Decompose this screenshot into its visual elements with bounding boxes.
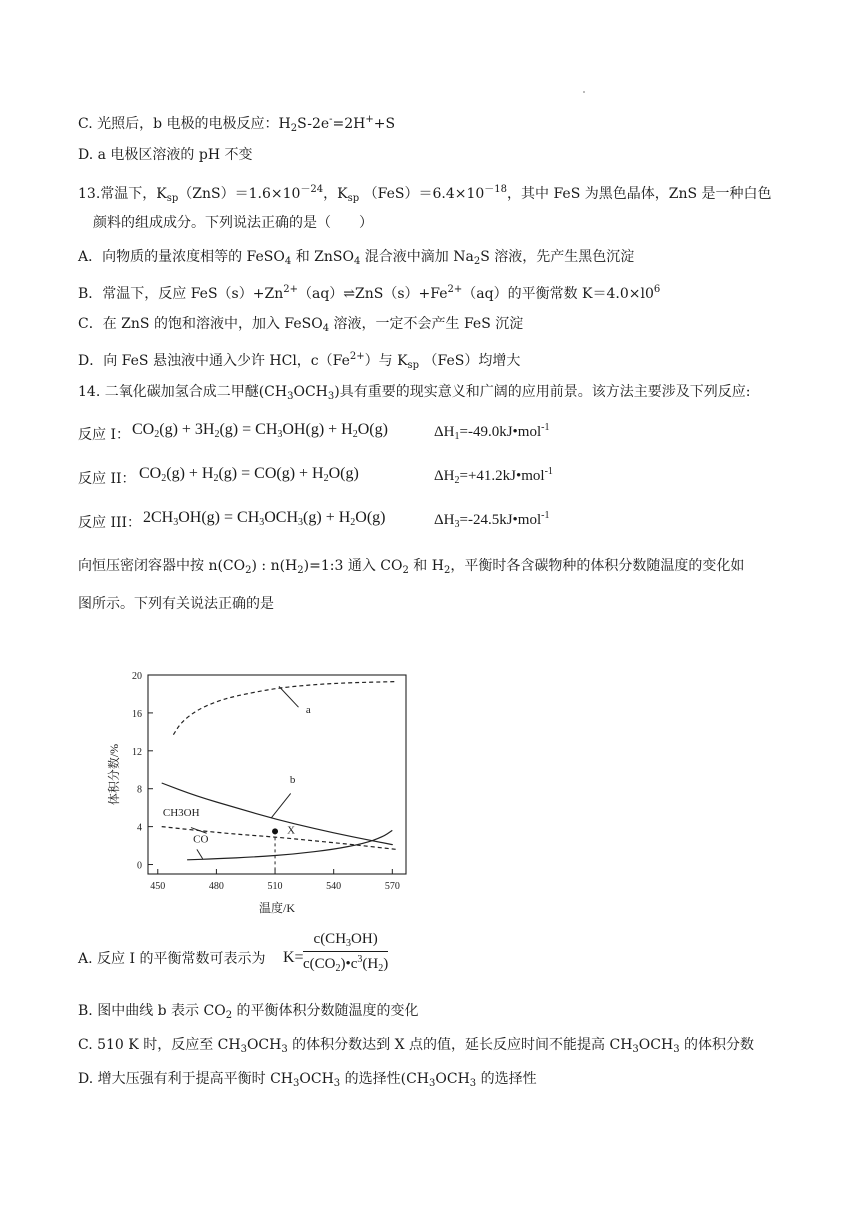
plot-frame bbox=[148, 675, 406, 874]
reaction-1-enthalpy: $\Delta H_1=-49.0kJ•mol^{-1}$ bbox=[434, 422, 550, 442]
question-14-intro: 14. 二氧化碳加氢合成二甲醚$(CH_3OCH_3)$具有重要的现实意义和广阔的应用前景。该方法主要涉及下列反应: bbox=[78, 384, 751, 402]
option-d-q14: D. 增大压强有利于提高平衡时 $CH_3OCH_3$ 的选择性($CH_3OCH_3$ 的选择性 bbox=[78, 1071, 537, 1089]
reaction-3-equation: $2CH_3OH(g) = CH_3OCH_3(g) + H_2O(g)$ bbox=[143, 509, 386, 528]
callout-line-co bbox=[197, 849, 203, 858]
option-c-q14: C. 510 K 时，反应至 $CH_3OCH_3$ 的体积分数达到 X 点的值，延长反应时间不能提高 $CH_3OCH_3$ 的体积分数 bbox=[78, 1037, 755, 1055]
option-a-k-label: K= bbox=[283, 949, 304, 966]
x-axis-label: 温度/K bbox=[258, 901, 296, 915]
option-d-q12: D. a 电极区溶液的 pH 不变 bbox=[78, 147, 253, 163]
x-tick-label: 480 bbox=[208, 881, 224, 892]
y-tick-label: 16 bbox=[132, 708, 142, 720]
callout-line-b bbox=[271, 793, 291, 818]
callout-line-a bbox=[279, 686, 299, 707]
fraction-denominator: $c(CO_2)•c^3(H_2)$ bbox=[303, 954, 389, 974]
y-tick-label: 0 bbox=[137, 860, 142, 872]
x-tick-label: 450 bbox=[150, 881, 166, 892]
condition-line1: 向恒压密闭容器中按 $n(CO_2)$ : $n(H_2)=1:3$ 通入 $CO_2$ 和 $H_2$，平衡时各含碳物种的体积分数随温度的变化如 bbox=[78, 558, 745, 576]
point-x-marker bbox=[272, 828, 278, 834]
callout-line-ch3oh bbox=[191, 828, 207, 834]
option-b-q14: B. 图中曲线 b 表示 $CO_2$ 的平衡体积分数随温度的变化 bbox=[78, 1003, 419, 1021]
x-tick-label: 540 bbox=[326, 881, 342, 892]
series-label-co: CO bbox=[193, 833, 209, 846]
reaction-3-enthalpy: $\Delta H_3=-24.5kJ•mol^{-1}$ bbox=[434, 510, 550, 530]
volume-fraction-chart bbox=[100, 663, 420, 928]
reaction-2-equation: $CO_2(g) + H_2(g) = CO(g) + H_2O(g)$ bbox=[139, 465, 359, 484]
y-tick-label: 4 bbox=[137, 822, 142, 834]
y-tick-label: 12 bbox=[132, 746, 142, 758]
reaction-2-label: 反应 II： bbox=[78, 471, 136, 487]
point-x-label: X bbox=[287, 824, 296, 837]
question-13-stem-line2: 颜料的组成成分。下列说法正确的是（ ） bbox=[93, 215, 373, 231]
stray-dot bbox=[583, 91, 585, 93]
reaction-1-equation: $CO_2(g) + 3H_2(g) = CH_3OH(g) + H_2O(g)$ bbox=[132, 421, 388, 440]
question-13-option-a: A．向物质的量浓度相等的 FeSO$_4$ 和 ZnSO$_4$ 混合液中滴加 $Na_2S$ 溶液，先产生黑色沉淀 bbox=[78, 249, 635, 267]
series-label-ch3oh: CH3OH bbox=[162, 807, 200, 820]
y-tick-label: 20 bbox=[132, 671, 142, 682]
x-tick-label: 570 bbox=[384, 881, 400, 892]
question-13-option-c: C．在 ZnS 的饱和溶液中，加入 FeSO$_4$ 溶液，一定不会产生 FeS 沉淀 bbox=[78, 316, 524, 334]
fraction-numerator: $c(CH_3OH)$ bbox=[303, 931, 388, 952]
question-13-stem-line1: 13.常温下，$K_{sp}(ZnS)=1.6\times 10^{-24}$，$K_{sp}$ $(FeS)=6.4\times 10^{-18}$，其中 FeS 为黑色晶体，ZnS 是一种白色 bbox=[78, 184, 772, 204]
reaction-1-label: 反应 I： bbox=[78, 427, 130, 443]
reaction-2-enthalpy: $\Delta H_2=+41.2kJ•mol^{-1}$ bbox=[434, 466, 553, 486]
option-a-fraction bbox=[303, 931, 388, 974]
condition-line2: 图所示。下列有关说法正确的是 bbox=[78, 596, 274, 612]
series-line-a bbox=[173, 682, 396, 735]
series-label-a: a bbox=[305, 703, 311, 716]
option-a-q14-prefix: A. 反应 I 的平衡常数可表示为 bbox=[78, 951, 266, 967]
y-tick-label: 8 bbox=[137, 784, 142, 796]
series-label-b: b bbox=[289, 774, 296, 787]
x-tick-label: 510 bbox=[267, 881, 283, 892]
y-axis-label: 体积分数/% bbox=[107, 743, 121, 806]
reaction-3-label: 反应 III： bbox=[78, 515, 142, 531]
question-13-option-d: D．向 FeS 悬浊液中通入少许 HCl，$c(Fe^{2+})$与 $K_{sp}$ （FeS）均增大 bbox=[78, 351, 521, 371]
option-c-q12: C. 光照后，b 电极的电极反应：$H_2S-2e^-=2H^++S$ bbox=[78, 114, 396, 134]
question-13-option-b: B．常温下，反应 $FeS(s)+Zn^{2+}(aq)\rightleftharpoons ZnS(s)+Fe^{2+}(aq)$的平衡常数 $K=4.0\times l0^6$ bbox=[78, 284, 661, 302]
